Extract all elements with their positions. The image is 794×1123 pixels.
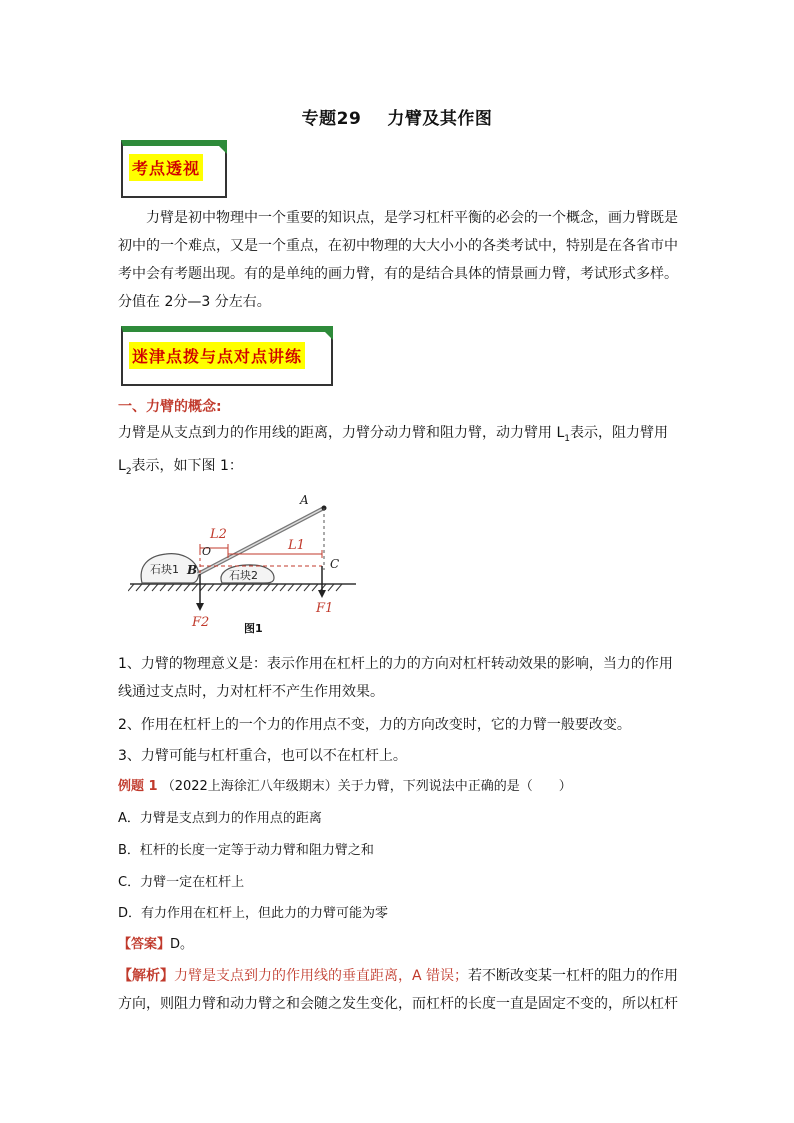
- point-3: 3、力臂可能与杠杆重合，也可以不在杠杆上。: [118, 748, 407, 764]
- intro-text: 力臂是初中物理中一个重要的知识点，是学习杠杆平衡的必会的一个概念，画力臂既是初中的一个难点，又是一个重点，在初中物理的大大小小的各类考试中，特别是在各省市中考中会有考题出现。有的是单纯的画力臂，有的是结合具体的情景画力臂，考试形式多样。分值在 2分—3 分左右。: [118, 210, 678, 310]
- label-f2: F2: [192, 615, 210, 630]
- banner-exam-points-label: 考点透视: [129, 154, 203, 181]
- option-a: A．力臂是支点到力的作用点的距离: [118, 811, 322, 826]
- answer-label: 【答案】: [118, 937, 171, 952]
- ground-hatch: [128, 584, 342, 591]
- point-1: 1、力臂的物理意义是：表示作用在杠杆上的力的方向对杠杆转动效果的影响，当力的作用线通过支点时，力对杠杆不产生作用效果。: [118, 656, 673, 700]
- example-heading: [118, 773, 683, 801]
- definition-sub2: 2: [125, 466, 132, 477]
- lever-diagram: [128, 488, 358, 638]
- label-a: A: [300, 493, 309, 507]
- label-b: B: [187, 563, 198, 577]
- option-b: B．杠杆的长度一定等于动力臂和阻力臂之和: [118, 843, 374, 858]
- banner-guidance: [121, 326, 333, 386]
- label-l2: L2: [210, 527, 227, 542]
- title-main: 力臂及其作图: [387, 109, 493, 129]
- definition-paragraph: [118, 420, 683, 486]
- option-d: D．有力作用在杠杆上，但此力的力臂可能为零: [118, 906, 389, 921]
- page-title: [0, 104, 794, 129]
- analysis-label: 【解析】: [118, 968, 174, 984]
- lever-figure: [128, 488, 358, 638]
- example-source: （2022上海徐汇八年级期末）关于力臂，下列说法中正确的是（ ）: [161, 779, 572, 794]
- example-label: 例题 1: [118, 779, 158, 794]
- banner-guidance-label: 迷津点拨与点对点讲练: [129, 342, 305, 369]
- intro-paragraph: [118, 204, 678, 316]
- stone2-label: 石块2: [229, 569, 258, 582]
- definition-part2: 表示，阻力臂用 L: [118, 425, 668, 474]
- definition-sub1: 1: [564, 433, 570, 444]
- stone1-label: 石块1: [150, 563, 179, 576]
- figure-caption: 图1: [244, 622, 263, 635]
- point-2: 2、作用在杠杆上的一个力的作用点不变，力的方向改变时，它的力臂一般要改变。: [118, 717, 631, 733]
- label-o: O: [202, 545, 212, 558]
- option-c: C．力臂一定在杠杆上: [118, 875, 245, 890]
- definition-part3: 表示，如下图 1：: [131, 457, 243, 474]
- analysis-paragraph: [118, 962, 683, 1018]
- analysis-rest: 若不断改变某一杠杆的阻力的作用方向，则阻力臂和动力臂之和会随之发生变化，而杠杆的长度一直是固定不变的，所以杠杆: [118, 968, 679, 1012]
- label-c: C: [330, 557, 340, 571]
- section-heading: 一、力臂的概念:: [118, 399, 222, 415]
- definition-part1: 力臂是从支点到力的作用线的距离，力臂分动力臂和阻力臂，动力臂用 L: [118, 425, 565, 441]
- title-prefix: 专题29: [301, 109, 362, 129]
- label-l1: L1: [288, 538, 305, 553]
- label-f1: F1: [316, 601, 334, 616]
- analysis-red: 力臂是支点到力的作用线的垂直距离，A 错误；: [174, 968, 469, 984]
- answer-value: D。: [170, 937, 194, 952]
- banner-exam-points: [121, 140, 227, 198]
- answer-line: [118, 931, 683, 959]
